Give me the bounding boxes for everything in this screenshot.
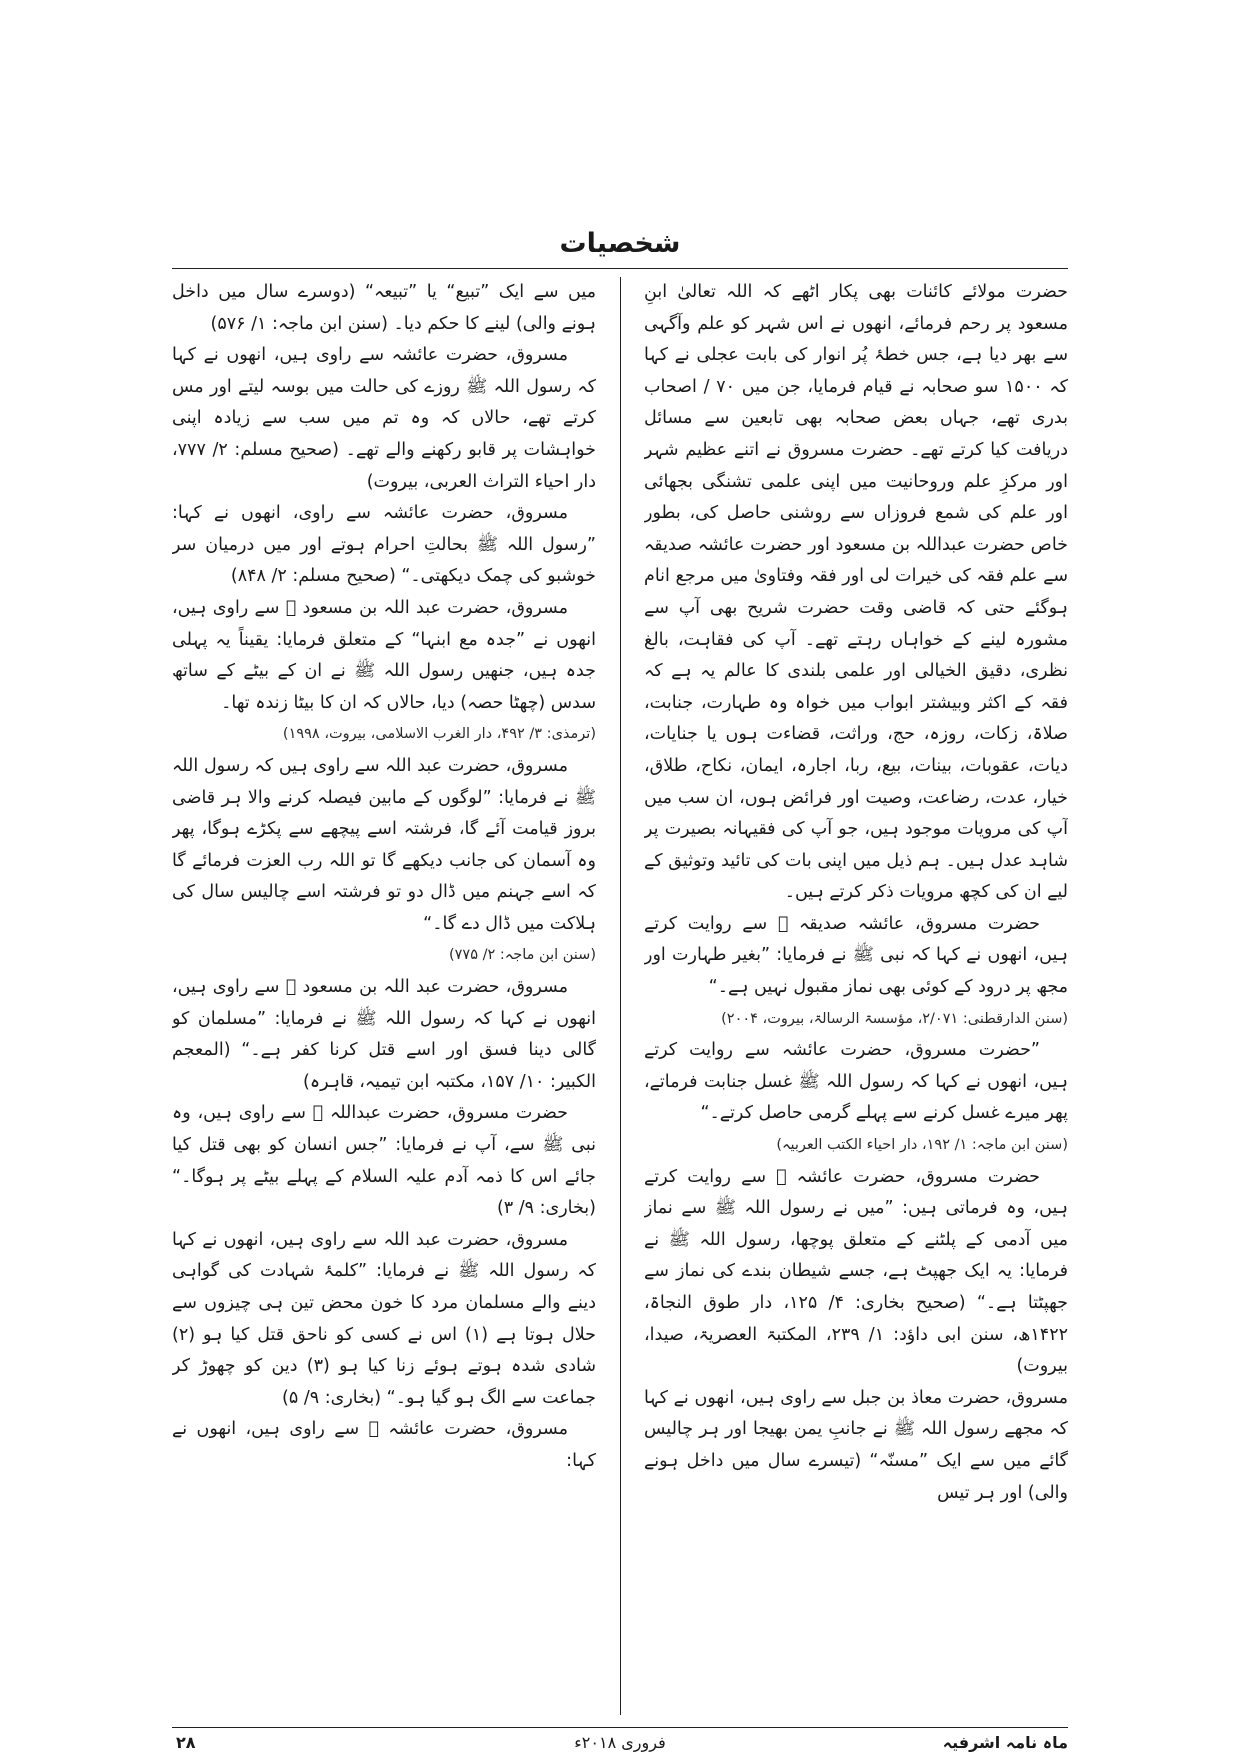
citation: (سنن الدارقطنی: ۲/۰۷۱، مؤسسۃ الرسالۃ، بیروت، ۲۰۰۴) bbox=[721, 1010, 1068, 1027]
paragraph: مسروق، حضرت معاذ بن جبل سے راوی ہیں، انھوں نے کہا کہ مجھے رسول اللہ ﷺ نے جانبِ یمن بھیجا اور ہر چالیس گائے میں سے ایک ”مسنّہ“ (تیسرے سال میں داخل ہونے والی) اور ہر تیس bbox=[644, 1387, 1068, 1503]
magazine-name: ماہ نامہ اشرفیہ bbox=[942, 1733, 1068, 1752]
header-rule bbox=[172, 268, 1068, 269]
citation: (سنن ابن ماجہ: ۲/ ۷۷۵) bbox=[448, 947, 596, 964]
citation: (ترمذی: ۳/ ۴۹۲، دار الغرب الاسلامی، بیروت، ۱۹۹۸) bbox=[282, 726, 596, 743]
paragraph: حضرت مولائے کائنات بھی پکار اٹھے کہ اللہ تعالیٰ ابنِ مسعود پر رحم فرمائے، انھوں نے اس شہر کو علم وآگہی سے بھر دیا ہے، جس خطۂ پُر انوار کی بابت عجلی نے کہا کہ ۱۵۰۰ سو صحابہ نے قیام فرمایا، جن میں ۷۰ / اصحاب بدری تھے، جہاں بعض صحابہ بھی تابعین سے مسائل دریافت کیا کرتے تھے۔ حضرت مسروق نے اتنے عظیم شہر اور مرکزِ علم وروحانیت میں اپنی علمی تشنگی بجھائی اور علم کی شمع فروزاں سے روشنی حاصل کی، بطور خاص حضرت عبداللہ بن مسعود اور حضرت عائشہ صدیقہ سے علم فقہ کی خیرات لی اور فقہ وفتاویٰ میں مرجع انام ہوگئے حتی کہ قاضی وقت حضرت شریح بھی آپ سے مشورہ لینے کے خواہاں رہتے تھے۔ آپ کی فقاہت، بالغ نظری، دقیق الخیالی اور علمی بلندی کا عالم یہ ہے کہ فقہ کے اکثر وبیشتر ابواب میں خواہ وہ طہارت، جنابت، صلاۃ، زکات، روزہ، حج، وراثت، قضاءت ہوں یا جنایات، دیات، عقوبات، بینات، بیع، ربا، اجارہ، ایمان، نکاح، طلاق، خیار، عدت، رضاعت، وصیت اور فرائض ہوں، ان سب میں آپ کی مرویات موجود ہیں، جو آپ کی فقیہانہ بصیرت پر شاہد عدل ہیں۔ ہم ذیل میں اپنی بات کی تائید وتوثیق کے لیے ان کی کچھ مرویات ذکر کرتے ہیں۔ bbox=[644, 282, 1068, 903]
page-number: ۲۸ bbox=[176, 1733, 196, 1752]
issue-date: فروری ۲۰۱۸ء bbox=[574, 1733, 666, 1752]
paragraph: مسروق، حضرت عائشہ ﷞ سے راوی ہیں، انھوں نے کہا: bbox=[172, 1419, 596, 1471]
right-column bbox=[644, 277, 1068, 1715]
paragraph: مسروق، حضرت عبد اللہ سے راوی ہیں کہ رسول اللہ ﷺ نے فرمایا: ”لوگوں کے مابین فیصلہ کرنے والا ہر قاضی بروز قیامت آئے گا، فرشتہ اسے پیچھے سے پکڑے ہوگا، پھر وہ آسمان کی جانب دیکھے گا تو اللہ رب العزت فرمائے گا کہ اسے جہنم میں ڈال دو تو فرشتہ اسے چالیس سال کی ہلاکت میں ڈال دے گا۔“ bbox=[172, 755, 596, 934]
paragraph: مسروق، حضرت عبد اللہ بن مسعود ﷜ سے راوی ہیں، انھوں نے ”جدہ مع ابنہا“ کے متعلق فرمایا: یقیناً یہ پہلی جدہ ہیں، جنھیں رسول اللہ ﷺ نے ان کے بیٹے کے ساتھ سدس (چھٹا حصہ) دیا، حالاں کہ ان کا بیٹا زندہ تھا۔ bbox=[172, 597, 596, 713]
paragraph: مسروق، حضرت عائشہ سے راوی، انھوں نے کہا: ”رسول اللہ ﷺ بحالتِ احرام ہوتے اور میں درمیان سر خوشبو کی چمک دیکھتی۔“ (صحیح مسلم: ۲/ ۸۴۸) bbox=[172, 503, 596, 587]
citation: (سنن ابن ماجہ: ۱/ ۱۹۲، دار احیاء الکتب العربیہ) bbox=[776, 1137, 1068, 1154]
left-column bbox=[172, 277, 596, 1715]
paragraph: حضرت مسروق، حضرت عبداللہ ﷜ سے راوی ہیں، وہ نبی ﷺ سے، آپ نے فرمایا: ”جس انسان کو بھی قتل کیا جائے اس کا ذمہ آدم علیہ السلام کے پہلے بیٹے پر ہوگا۔“ (بخاری: ۹/ ۳) bbox=[172, 1103, 596, 1219]
paragraph: مسروق، حضرت عبد اللہ بن مسعود ﷜ سے راوی ہیں، انھوں نے کہا کہ رسول اللہ ﷺ نے فرمایا: ”مسلمان کو گالی دینا فسق اور اسے قتل کرنا کفر ہے۔“ (المعجم الکبیر: ۱۰/ ۱۵۷، مکتبہ ابن تیمیہ، قاہرہ) bbox=[172, 977, 596, 1092]
page-title: شخصیات bbox=[559, 228, 681, 259]
paragraph: مسروق، حضرت عائشہ سے راوی ہیں، انھوں نے کہا کہ رسول اللہ ﷺ روزے کی حالت میں بوسہ لیتے اور مس کرتے تھے، حالاں کہ وہ تم میں سب سے زیادہ اپنی خواہشات پر قابو رکھنے والے تھے۔ (صحیح مسلم: ۲/ ۷۷۷، دار احیاء التراث العربی، بیروت) bbox=[172, 345, 596, 492]
paragraph: ”حضرت مسروق، حضرت عائشہ سے روایت کرتے ہیں، انھوں نے کہا کہ رسول اللہ ﷺ غسل جنابت فرماتے، پھر میرے غسل کرنے سے پہلے گرمی حاصل کرتے۔“ bbox=[644, 1040, 1068, 1124]
page-footer bbox=[172, 1733, 1068, 1753]
paragraph: حضرت مسروق، حضرت عائشہ ﷞ سے روایت کرتے ہیں، وہ فرماتی ہیں: ”میں نے رسول اللہ ﷺ سے نماز میں آدمی کے پلٹنے کے متعلق پوچھا، رسول اللہ ﷺ نے فرمایا: یہ ایک جھپٹ ہے، جسے شیطان بندے کی نماز سے جھپٹتا ہے۔“ (صحیح بخاری: ۴/ ۱۲۵، دار طوق النجاۃ، ۱۴۲۲ھ، سنن ابی داؤد: ۱/ ۲۳۹، المکتبۃ العصریۃ، صیدا، بیروت) bbox=[644, 1166, 1068, 1377]
footer-rule bbox=[172, 1727, 1068, 1728]
paragraph: مسروق، حضرت عبد اللہ سے راوی ہیں، انھوں نے کہا کہ رسول اللہ ﷺ نے فرمایا: ”کلمۂ شہادت کی گواہی دینے والے مسلمان مرد کا خون محض تین ہی چیزوں سے حلال ہوتا ہے (۱) اس نے کسی کو ناحق قتل کیا ہو (۲) شادی شدہ ہوتے ہوئے زنا کیا ہو (۳) دین کو چھوڑ کر جماعت سے الگ ہو گیا ہو۔“ (بخاری: ۹/ ۵) bbox=[172, 1229, 596, 1408]
paragraph: حضرت مسروق، عائشہ صدیقہ ﷞ سے روایت کرتے ہیں، انھوں نے کہا کہ نبی ﷺ نے فرمایا: ”بغیر طہارت اور مجھ پر درود کے کوئی بھی نماز مقبول نہیں ہے۔“ bbox=[644, 913, 1068, 998]
paragraph: میں سے ایک ”تبیع“ یا ”تبیعہ“ (دوسرے سال میں داخل ہونے والی) لینے کا حکم دیا۔ (سنن ابن ماجہ: ۱/ ۵۷۶) bbox=[172, 282, 596, 334]
column-divider bbox=[620, 277, 621, 1715]
